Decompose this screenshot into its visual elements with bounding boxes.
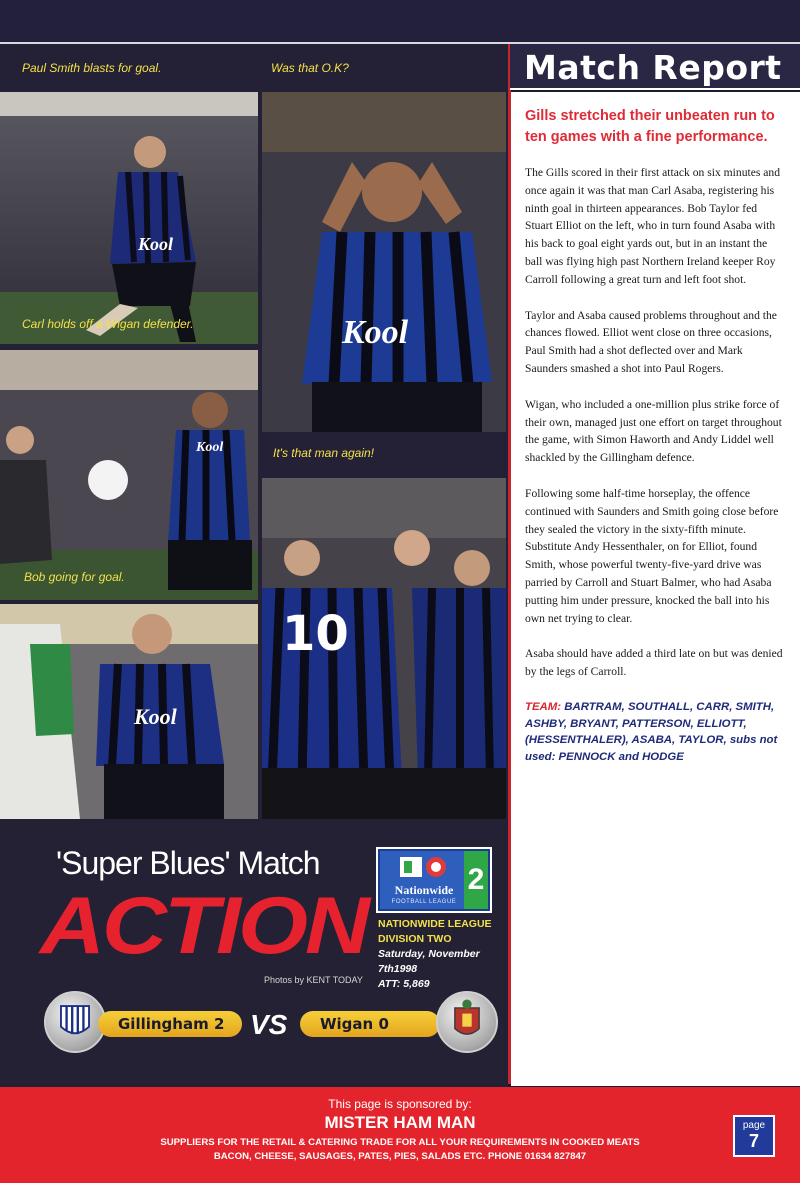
team-label: TEAM: [525,700,562,713]
nationwide-subtitle: FOOTBALL LEAGUE [391,899,457,905]
photo-carl-holds [0,350,258,600]
caption-was-that-ok: Was that O.K? [271,61,349,75]
report-title: Match Report [524,48,782,87]
sponsor-footer [0,1087,800,1183]
nationwide-logo-panel [380,851,464,909]
match-action-box [0,819,508,1087]
photo-that-man-again [262,478,506,819]
match-info [378,917,492,992]
photo-panel [0,44,508,819]
nationwide-name: Nationwide [394,883,454,897]
attendance: ATT: 5,869 [378,978,430,990]
sponsor-description: SUPPLIERS FOR THE RETAIL & CATERING TRADE FOR ALL YOUR REQUIREMENTS IN COOKED MEATS [160,1137,640,1148]
gillingham-crest-icon [44,991,106,1053]
division-name: DIVISION TWO [378,933,452,945]
shirt-sponsor-text: Kool [134,704,177,729]
home-score: Gillingham 2 [98,1011,242,1037]
report-paragraph: The Gills scored in their first attack on six minutes and once again it was that man Carl Asaba, registering his ninth goal in thirteen appearances. Bob Taylor fed Stuart Elliot on the left, who in turn found Asaba with his back to goal eight yards out, but in an instant the ball was flying high past Northern Ireland keeper Roy Carroll following a great turn and left foot shot. [525,166,781,286]
top-strip [0,0,800,44]
report-paragraph: Taylor and Asaba caused problems throughout and the chances flowed. Elliot went close on three occasions, Paul Smith had a shot deflected over and Mark Saunders smashed a shot into Paul Rogers. [525,308,777,375]
sponsor-contact: BACON, CHEESE, SAUSAGES, PATES, PIES, SALADS ETC. PHONE 01634 827847 [213,1151,587,1162]
report-paragraph: Asaba should have added a third late on but was denied by the legs of Carroll. [525,647,783,679]
versus-label: VS [250,1009,288,1040]
super-blues-title: 'Super Blues' Match [56,845,320,881]
caption-paul-smith: Paul Smith blasts for goal. [22,61,162,75]
match-date-line1: Saturday, November [378,948,480,960]
shirt-sponsor-text: Kool [342,314,409,351]
caption-that-man-again: It's that man again! [273,446,375,460]
page-number-box [733,1115,775,1157]
shirt-number-text: 10 [282,606,349,662]
report-paragraph: Following some half-time horseplay, the offence continued with Saunders and Smith going close before they sealed the victory in the sixty-fifth minute. Substitute Andy Hessenthaler, on for Elliot, found Smith, whose powerful twenty-five-yard drive was parried by Carroll and Stuart Balmer, who had Asaba putting him under pressure, knocked the ball into his own net trying to clear. [525,486,779,625]
sponsor-name: MISTER HAM MAN [324,1113,476,1132]
league-crest-icon [380,851,464,885]
match-date-line2: 7th1998 [378,963,418,975]
away-score: Wigan 0 [300,1011,440,1037]
shirt-sponsor-text: Kool [196,440,224,455]
division-number: 2 [464,851,488,909]
action-wordmark: ACTION [40,881,367,972]
caption-carl-holds: Carl holds off a Wigan defender. [22,317,194,331]
page-label: page [742,1120,766,1131]
sponsor-intro: This page is sponsored by: [328,1097,472,1111]
wigan-crest-icon [436,991,498,1053]
team-list: BARTRAM, SOUTHALL, CARR, SMITH, ASHBY, BRYANT, PATTERSON, ELLIOTT, (HESSENTHALER), ASABA, TAYLOR, subs not used: PENNOCK and HODGE [525,700,778,763]
photo-paul-smith [0,92,258,344]
report-body [511,92,800,1086]
page-number: 7 [748,1131,759,1151]
caption-bob-going: Bob going for goal. [24,570,125,584]
report-paragraph: Wigan, who included a one-million plus strike force of their own, managed just one effort on target throughout the game, with Simon Haworth and Andy Liddel well shackled by the Gillingham defence. [525,397,782,465]
shirt-sponsor-text: Kool [138,234,174,254]
photo-was-that-ok [262,92,506,432]
team-lineup [525,699,786,765]
report-headline: Gills stretched their unbeaten run to ten games with a fine performance. [525,108,775,145]
photos-credit: Photos by KENT TODAY [264,975,363,985]
photo-bob-going [0,604,258,819]
nationwide-badge [376,847,492,913]
league-name: NATIONWIDE LEAGUE [378,918,492,930]
report-header [510,44,800,90]
